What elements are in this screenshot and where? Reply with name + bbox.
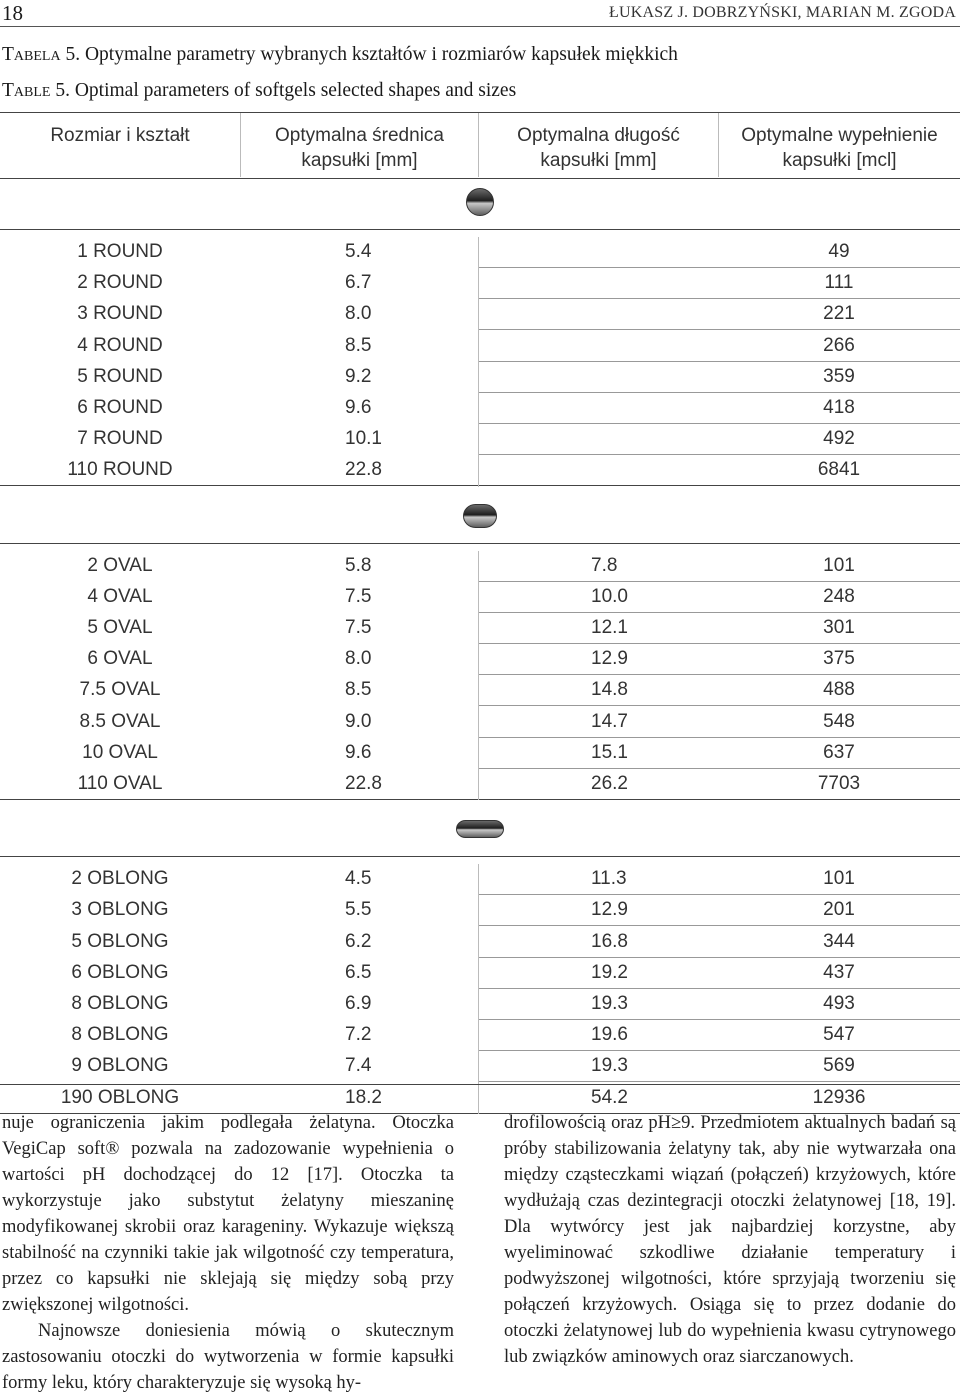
cell-fill: 493: [823, 993, 855, 1014]
body-paragraph: nuje ograniczenia jakim podlegała żelatyna. Otoczka VegiCap soft® pozwala na zadozowanie wypełnienia o wartości pH dochodzącej do 12 [17]. Otoczka ta wykorzystuje jako substytut żelatyny mieszaninę modyfikowanej skrobii oraz karageniny. Wykazuje większą stabilność na czynniki takie jak wilgotność czy temperatura, przez co kapsułki nie sklejają się między sobą przy zwiększonej wilgotności.: [2, 1113, 454, 1315]
softgel-parameters-table: [0, 112, 960, 1108]
cell-diameter: 5.5: [345, 899, 372, 921]
caption-text-polish: Optymalne parametry wybranych kształtów i rozmiarów kapsułek miękkich: [80, 44, 678, 65]
cell-size: 3 ROUND: [77, 303, 163, 325]
cell-size: 6 OVAL: [87, 648, 153, 670]
cell-diameter: 8.0: [345, 648, 372, 670]
body-paragraph: drofilowością oraz pH≥9. Przedmiotem aktualnych badań są próby stabilizowania żelatyny tak, aby nie wytwarzała ona między cząsteczkami wiązań (połączeń) krzyżowych, które wydłużają czas dezintegracji otoczki żelatynowej [18, 19]. Dla wytwórcy jest jak najbardziej korzystne, aby wyeliminować szkodliwe działanie temperatury i podwyższonej wilgotności, które sprzyjają tworzeniu się połączeń krzyżowych. Osiąga się to przez dodanie do otoczki żelatynowej lub do wypełnienia kwasu cytrynowego lub związków aminowych oraz siarczanowych.: [504, 1113, 956, 1367]
cell-diameter: 9.6: [345, 397, 372, 418]
cell-length: 12.9: [591, 648, 628, 670]
page-number: 18: [2, 1, 23, 25]
cell-fill: 548: [823, 710, 855, 732]
cell-length: 10.0: [591, 585, 628, 607]
cell-size: 190 OBLONG: [60, 1086, 180, 1108]
cell-size: 4 ROUND: [77, 334, 163, 356]
cell-length: 14.8: [591, 679, 628, 701]
oblong-capsule-icon: [456, 820, 504, 838]
table-row: [0, 393, 960, 424]
cell-diameter: 8.5: [345, 679, 372, 701]
table-row: [0, 644, 960, 675]
cell-size: 8 OBLONG: [71, 993, 169, 1014]
column-header-length: [478, 113, 718, 177]
cell-diameter: 7.2: [345, 1024, 372, 1046]
table-caption-polish: [2, 44, 678, 66]
cell-diameter: 9.6: [345, 741, 372, 763]
cell-size: 7 ROUND: [77, 428, 163, 450]
cell-size: 9 OBLONG: [71, 1055, 169, 1077]
table-row: [0, 927, 960, 958]
cell-length: 7.8: [591, 554, 618, 576]
oval-capsule-icon: [463, 504, 497, 528]
cell-size: 10 OVAL: [82, 741, 158, 763]
table-row: [0, 299, 960, 330]
cell-size: 5 OBLONG: [71, 930, 169, 952]
column-divider: [478, 237, 479, 487]
cell-diameter: 5.8: [345, 554, 372, 576]
cell-fill: 437: [823, 961, 855, 983]
table-row: [0, 1051, 960, 1082]
column-header-diameter-text: Optymalna średnica kapsułki [mm]: [275, 125, 444, 171]
cell-fill: 488: [823, 679, 855, 701]
cell-fill: 359: [823, 365, 855, 387]
table-row: [0, 237, 960, 268]
cell-size: 8 OBLONG: [71, 1024, 169, 1046]
cell-diameter: 22.8: [345, 459, 382, 481]
table-row: [0, 268, 960, 299]
cell-size: 2 ROUND: [77, 272, 163, 294]
cell-length: 15.1: [591, 741, 628, 763]
cell-diameter: 5.4: [345, 241, 372, 262]
cell-size: 2 OBLONG: [71, 868, 169, 890]
cell-diameter: 6.9: [345, 993, 372, 1014]
body-column-right: [504, 1110, 956, 1370]
table-row: [0, 895, 960, 926]
cell-fill: 301: [823, 617, 855, 638]
cell-fill: 49: [828, 241, 850, 262]
table-row: [0, 1020, 960, 1051]
cell-length: 19.3: [591, 1055, 628, 1077]
cell-length: 12.9: [591, 899, 628, 921]
cell-length: 54.2: [591, 1086, 628, 1108]
column-divider: [478, 864, 479, 1114]
table-row: [0, 989, 960, 1020]
cell-diameter: 8.5: [345, 334, 372, 356]
page-header: [0, 0, 960, 27]
cell-diameter: 9.0: [345, 710, 372, 732]
table-end-rule: [0, 1084, 960, 1085]
column-header-diameter: [240, 113, 478, 177]
cell-diameter: 7.4: [345, 1055, 372, 1077]
shape-group-header: [0, 491, 960, 544]
cell-size: 5 OVAL: [87, 617, 153, 638]
cell-fill: 344: [823, 930, 855, 952]
table-caption-english: [2, 80, 516, 102]
cell-fill: 266: [823, 334, 855, 356]
cell-fill: 111: [824, 272, 854, 294]
cell-fill: 492: [823, 428, 855, 450]
cell-fill: 221: [823, 303, 855, 325]
table-row: [0, 331, 960, 362]
cell-size: 7.5 OVAL: [79, 679, 161, 701]
cell-fill: 637: [823, 741, 855, 763]
body-paragraph: Najnowsze doniesienia mówią o skutecznym zastosowaniu otoczki do wytworzenia w formie kapsułki formy leku, który charakteryzuje się wysoką hy-: [2, 1321, 454, 1393]
table-row: [0, 675, 960, 706]
cell-fill: 6841: [817, 459, 861, 481]
cell-diameter: 18.2: [345, 1086, 382, 1108]
running-head: ŁUKASZ J. DOBRZYŃSKI, MARIAN M. ZGODA: [609, 4, 956, 21]
cell-diameter: 22.8: [345, 773, 382, 794]
cell-length: 19.6: [591, 1024, 628, 1046]
cell-fill: 248: [823, 585, 855, 607]
column-header-size-shape: Rozmiar i kształt: [50, 125, 190, 146]
cell-size: 6 ROUND: [77, 397, 163, 418]
cell-size: 6 OBLONG: [71, 961, 169, 983]
cell-fill: 12936: [812, 1086, 866, 1108]
cell-diameter: 7.5: [345, 585, 372, 607]
column-header-length-text: Optymalna długość kapsułki [mm]: [517, 125, 680, 171]
shape-group-header: [0, 804, 960, 857]
table-row: [0, 707, 960, 738]
table-row: [0, 455, 960, 486]
body-column-left: [2, 1110, 454, 1396]
table-row: [0, 424, 960, 455]
cell-diameter: 9.2: [345, 365, 372, 387]
cell-fill: 569: [823, 1055, 855, 1077]
table-row: [0, 613, 960, 644]
table-row: [0, 1083, 960, 1114]
caption-label-english: Table 5.: [2, 80, 70, 101]
column-divider: [478, 551, 479, 801]
table-row: [0, 769, 960, 800]
caption-label-polish: Tabela 5.: [2, 44, 81, 65]
column-header-fill-text: Optymalne wypełnienie kapsułki [mcl]: [741, 125, 938, 171]
cell-fill: 375: [823, 648, 855, 670]
cell-diameter: 4.5: [345, 868, 372, 890]
cell-length: 14.7: [591, 710, 628, 732]
cell-length: 26.2: [591, 773, 628, 794]
cell-size: 1 ROUND: [77, 241, 163, 262]
table-row: [0, 582, 960, 613]
cell-diameter: 7.5: [345, 617, 372, 638]
cell-size: 4 OVAL: [87, 585, 153, 607]
cell-fill: 7703: [817, 773, 861, 794]
cell-length: 16.8: [591, 930, 628, 952]
table-row: [0, 958, 960, 989]
cell-size: 110 ROUND: [67, 459, 173, 481]
cell-fill: 201: [823, 899, 855, 921]
table-row: [0, 864, 960, 895]
cell-length: 19.2: [591, 961, 628, 983]
shape-group-header: [0, 177, 960, 230]
cell-fill: 101: [823, 554, 855, 576]
cell-length: 19.3: [591, 993, 628, 1014]
round-capsule-icon: [466, 188, 494, 216]
cell-length: 11.3: [591, 868, 627, 890]
cell-size: 2 OVAL: [87, 554, 153, 576]
table-header: [0, 112, 960, 179]
cell-fill: 418: [823, 397, 855, 418]
cell-size: 3 OBLONG: [71, 899, 169, 921]
cell-fill: 547: [823, 1024, 855, 1046]
table-row: [0, 738, 960, 769]
cell-diameter: 6.2: [345, 930, 372, 952]
cell-diameter: 10.1: [345, 428, 382, 450]
cell-size: 110 OVAL: [77, 773, 163, 794]
table-row: [0, 362, 960, 393]
cell-size: 5 ROUND: [77, 365, 163, 387]
cell-diameter: 6.5: [345, 961, 372, 983]
table-row: [0, 551, 960, 582]
cell-diameter: 6.7: [345, 272, 372, 294]
cell-fill: 101: [823, 868, 855, 890]
caption-text-english: Optimal parameters of softgels selected shapes and sizes: [69, 80, 517, 101]
cell-size: 8.5 OVAL: [79, 710, 161, 732]
cell-length: 12.1: [591, 617, 628, 638]
column-header-fill: [718, 113, 960, 177]
cell-diameter: 8.0: [345, 303, 372, 325]
